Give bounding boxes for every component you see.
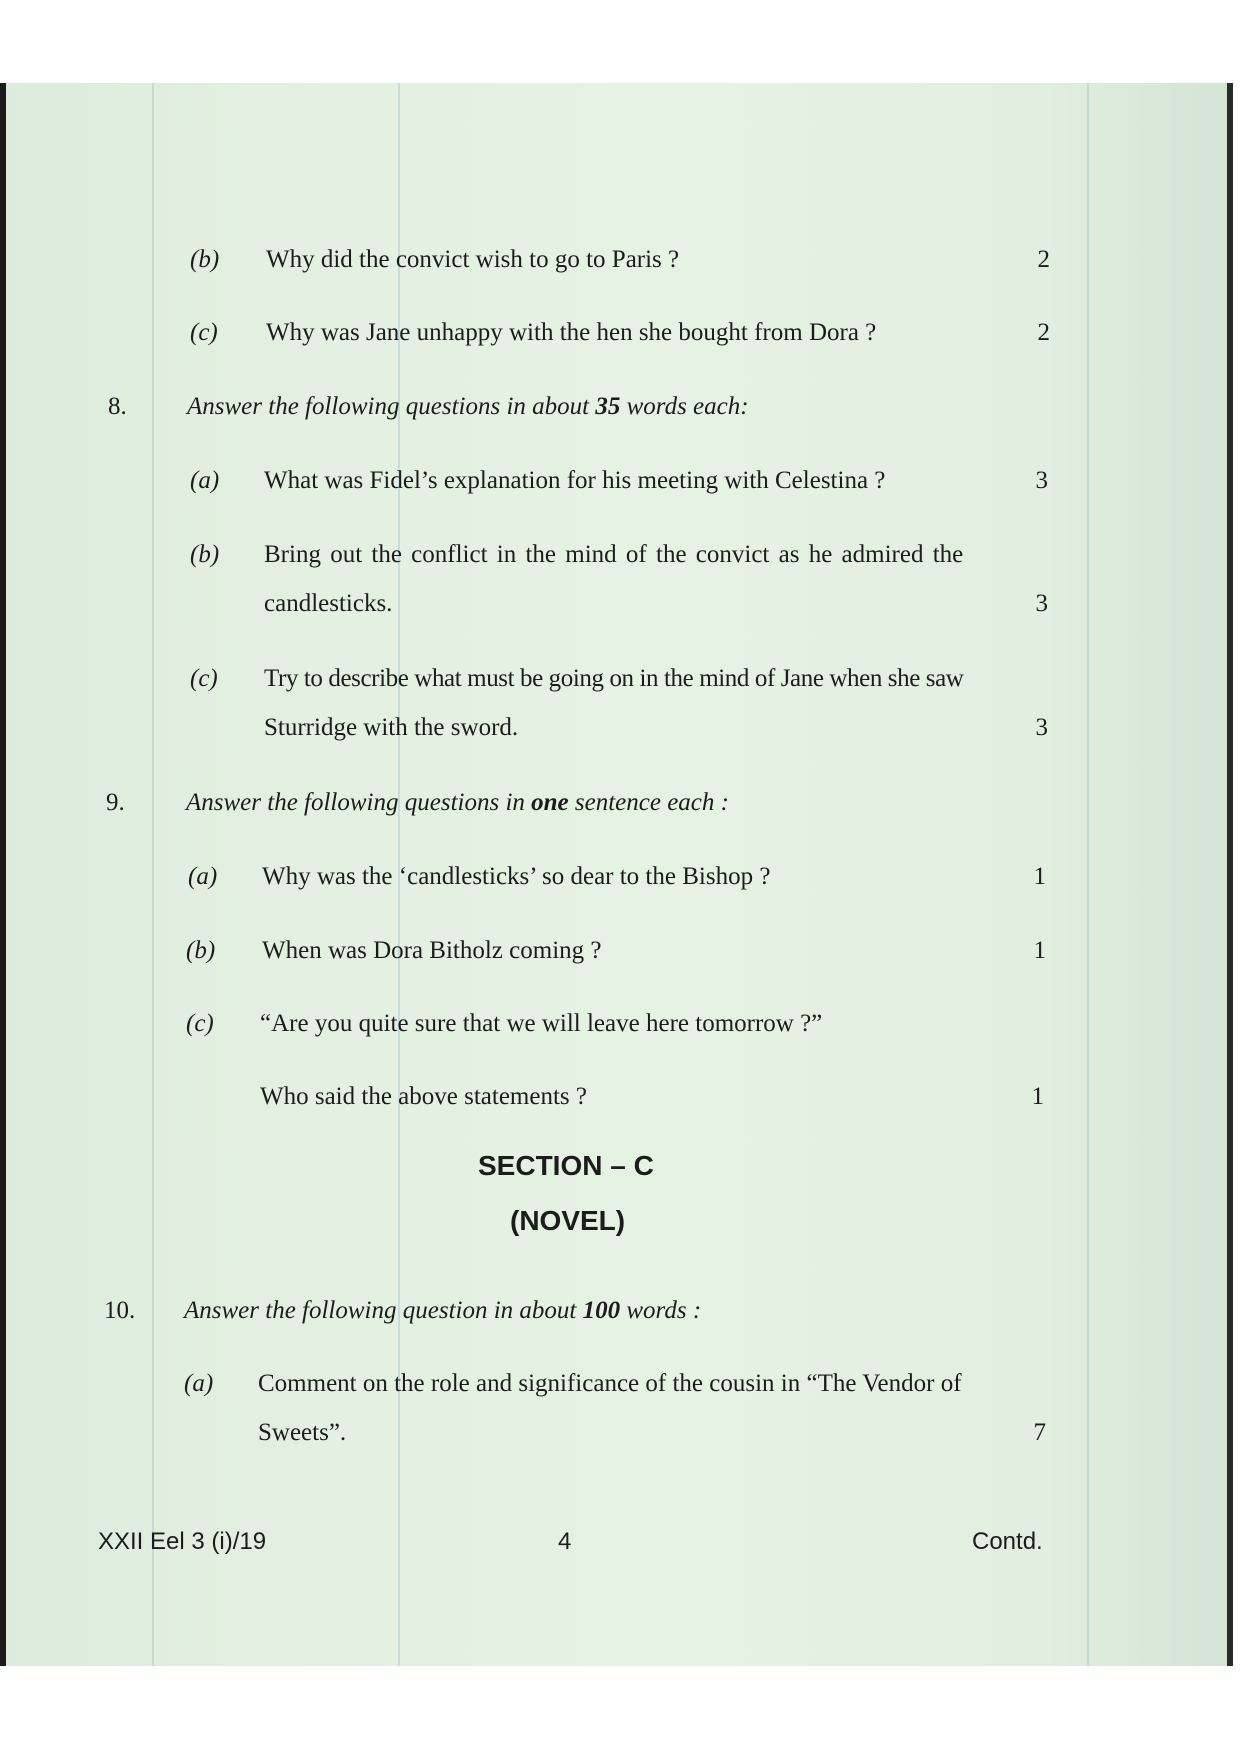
question-10a-marks: 7 [1033,1419,1046,1446]
section-subtitle: (NOVEL) [510,1205,626,1236]
question-8c-text-line2: Sturridge with the sword. [264,714,519,741]
question-9-instruction: Answer the following questions in one sentence each : [186,789,729,816]
question-7c-text: Why was Jane unhappy with the hen she bought from Dora ? [266,319,877,346]
question-9a-marks: 1 [1033,863,1046,890]
question-7b-label: (b) [190,246,220,273]
question-10a-label: (a) [184,1370,214,1397]
footer-page-number: 4 [558,1528,572,1555]
question-7b-marks: 2 [1037,246,1050,273]
question-8c-marks: 3 [1035,714,1048,741]
question-8-number: 8. [108,393,127,420]
question-8b-marks: 3 [1035,590,1048,617]
footer-paper-code: XXII Eel 3 (i)/19 [98,1528,267,1555]
question-9a-text: Why was the ‘candlesticks’ so dear to the Bishop ? [262,863,771,890]
section-title: SECTION – C [478,1150,654,1181]
question-10a-text-line2: Sweets”. [258,1419,347,1446]
question-8a-marks: 3 [1035,467,1048,494]
question-8a-label: (a) [190,467,220,494]
question-9c-label: (c) [186,1010,214,1037]
question-9b-text: When was Dora Bitholz coming ? [262,937,602,964]
scan-edge-left [0,83,6,1666]
question-10-number: 10. [104,1297,136,1324]
question-8b-text-line1: Bring out the conflict in the mind of the convict as he admired the [264,541,964,568]
question-9b-label: (b) [186,937,216,964]
question-9b-marks: 1 [1033,937,1046,964]
question-9c-quote: “Are you quite sure that we will leave here tomorrow ?” [260,1010,823,1037]
question-8-instruction: Answer the following questions in about 35 words each: [187,393,749,420]
question-7b-text: Why did the convict wish to go to Paris ? [266,246,680,273]
question-9-number: 9. [106,789,125,816]
question-10-instruction: Answer the following question in about 100 words : [184,1297,702,1324]
question-8c-label: (c) [190,665,218,692]
fold-line [152,83,154,1666]
question-9c-text: Who said the above statements ? [260,1083,587,1110]
scan-edge-right [1227,83,1233,1666]
question-9c-marks: 1 [1031,1083,1044,1110]
footer-contd: Contd. [972,1528,1043,1555]
question-8b-text-line2: candlesticks. [264,590,393,617]
question-7c-label: (c) [190,319,218,346]
fold-line [1087,83,1089,1666]
question-8a-text: What was Fidel’s explanation for his meeting with Celestina ? [264,467,886,494]
question-8b-label: (b) [190,541,220,568]
question-9a-label: (a) [188,863,218,890]
question-8c-text-line1: Try to describe what must be going on in the mind of Jane when she saw [264,665,964,692]
question-7c-marks: 2 [1037,319,1050,346]
question-10a-text-line1: Comment on the role and significance of the cousin in “The Vendor of [258,1370,962,1397]
